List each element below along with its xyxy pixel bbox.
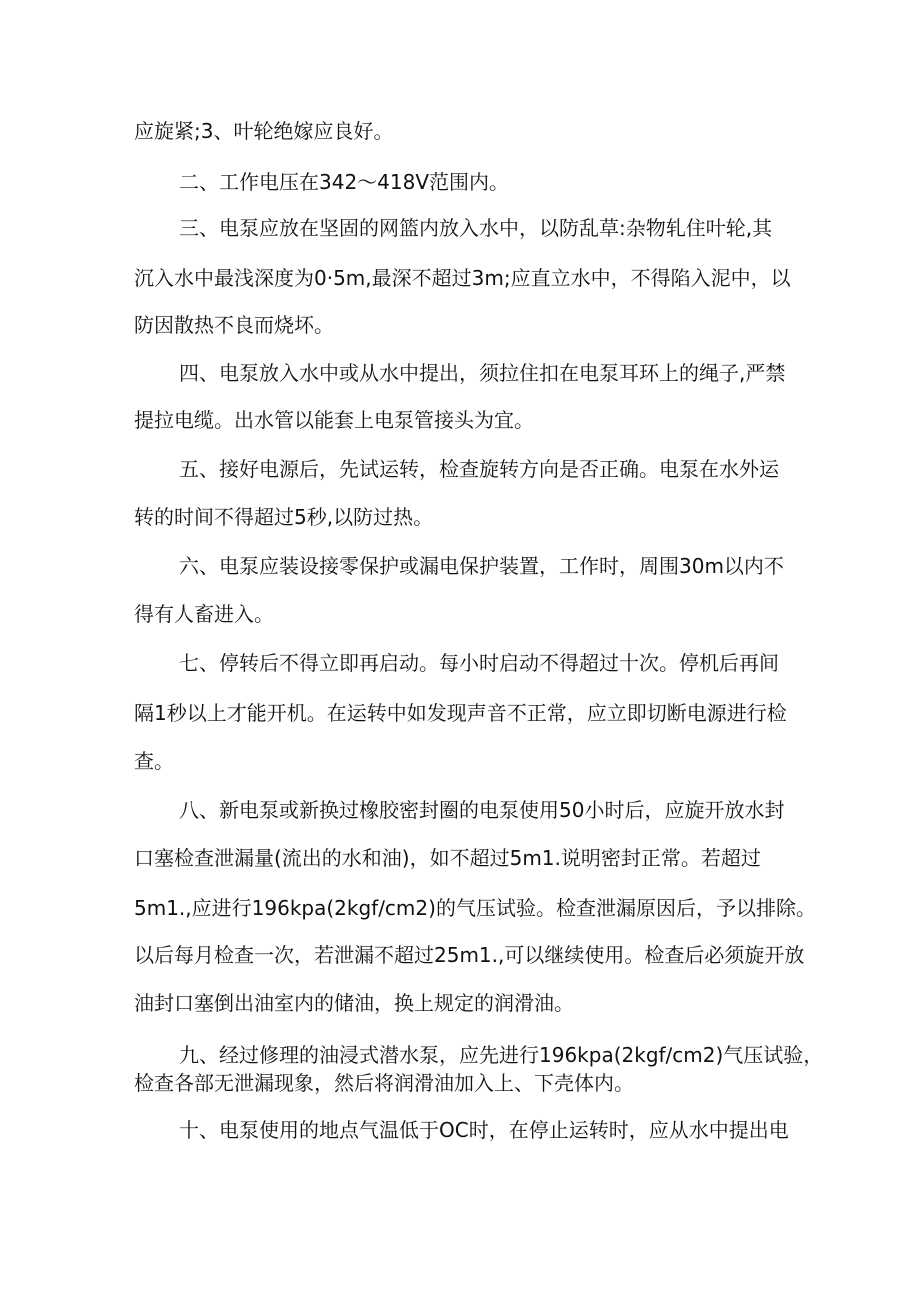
paragraph-8-line-1: 检查各部无泄漏现象，然后将润滑油加入上、下壳体内。 — [134, 1071, 634, 1095]
paragraph-3-line-0: 四、电泵放入水中或从水中提出，须拉住扣在电泵耳环上的绳子,严禁 — [179, 361, 786, 385]
paragraph-3-line-1: 提拉电缆。出水管以能套上电泵管接头为宜。 — [134, 408, 534, 432]
paragraph-8-line-0: 九、经过修理的油浸式潜水泵，应先进行196kpa(2kgf∕cm2)气压试验， — [179, 1043, 824, 1067]
paragraph-5-line-0: 六、电泵应装设接零保护或漏电保护装置，工作时，周围30m以内不 — [179, 554, 784, 578]
paragraph-7-line-1: 口塞检查泄漏量(流出的水和油)，如不超过5m1.说明密封正常。若超过 — [134, 846, 761, 870]
paragraph-6-line-0: 七、停转后不得立即再启动。每小时启动不得超过十次。停机后再间 — [179, 651, 779, 675]
paragraph-2-line-2: 防因散热不良而烧坏。 — [134, 313, 334, 337]
paragraph-7-line-3: 以后每月检查一次，若泄漏不超过25m1.,可以继续使用。检查后必须旋开放 — [134, 943, 805, 967]
paragraph-6-line-2: 查。 — [134, 749, 174, 773]
paragraph-7-line-0: 八、新电泵或新换过橡胶密封圈的电泵使用50小时后，应旋开放水封 — [179, 798, 785, 822]
paragraph-2-line-0: 三、电泵应放在坚固的网篮内放入水中，以防乱草:杂物轧住叶轮,其 — [179, 216, 773, 240]
paragraph-2-line-1: 沉入水中最浅深度为0·5m,最深不超过3m;应直立水中，不得陷入泥中，以 — [134, 266, 791, 290]
paragraph-7-line-4: 油封口塞倒出油室内的储油，换上规定的润滑油。 — [134, 991, 574, 1015]
paragraph-7-line-2: 5m1.,应进行196kpa(2kgf∕cm2)的气压试验。检查泄漏原因后，予以排除。 — [134, 896, 816, 920]
paragraph-6-line-1: 隔1秒以上才能开机。在运转中如发现声音不正常，应立即切断电源进行检 — [134, 701, 787, 725]
paragraph-4-line-1: 转的时间不得超过5秒,以防过热。 — [134, 505, 434, 529]
paragraph-4-line-0: 五、接好电源后，先试运转，检查旋转方向是否正确。电泵在水外运 — [179, 457, 779, 481]
paragraph-1-line-0: 二、工作电压在342～418V范围内。 — [179, 170, 510, 194]
paragraph-9-line-0: 十、电泵使用的地点气温低于OC时，在停止运转时，应从水中提出电 — [179, 1118, 789, 1142]
paragraph-0-line-0: 应旋紧;3、叶轮绝嫁应良好。 — [134, 119, 394, 143]
paragraph-5-line-1: 得有人畜进入。 — [134, 602, 274, 626]
